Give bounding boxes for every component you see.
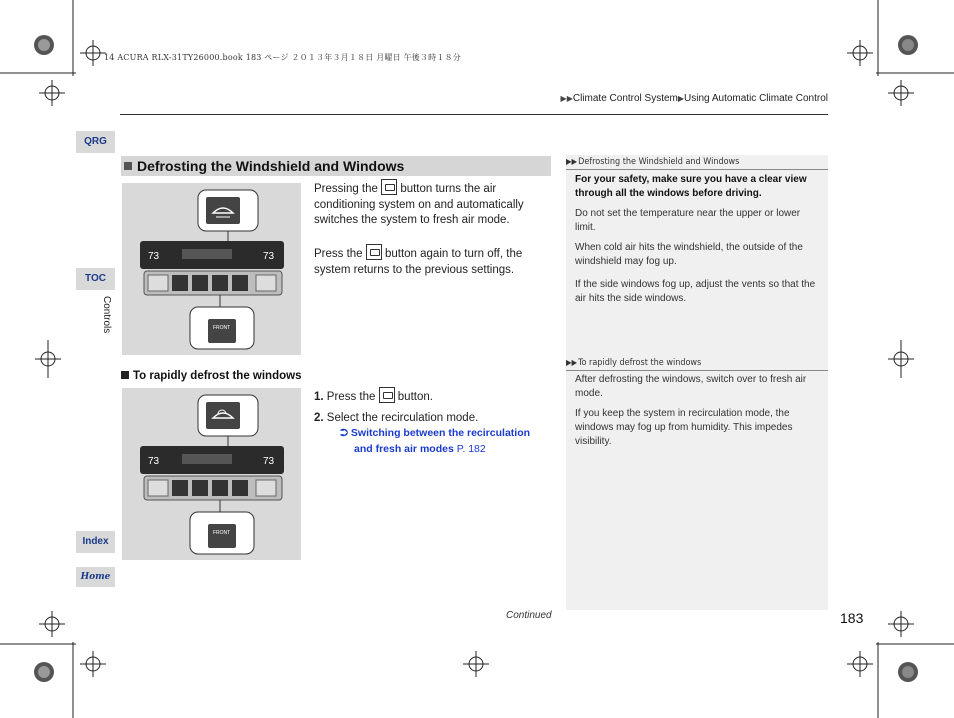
- front-button-label-2: FRONT: [213, 530, 231, 536]
- tab-index[interactable]: Index: [76, 531, 115, 553]
- continued-label: Continued: [506, 610, 552, 621]
- para2-before: Press the: [314, 248, 366, 260]
- climate-panel-drawing-2: [122, 388, 301, 560]
- xref-text-line2: and fresh air modes: [354, 443, 454, 455]
- tab-qrg[interactable]: QRG: [76, 131, 115, 153]
- step2-number: 2.: [314, 412, 324, 424]
- front-defrost-icon: [381, 179, 397, 195]
- note-2-p2: If you keep the system in recirculation mode, the windows may fog up from humidity. This impedes visibility.: [575, 408, 793, 447]
- note1-title: Defrosting the Windshield and Windows: [578, 157, 740, 167]
- step-1: [314, 387, 433, 405]
- front-defrost-icon: [379, 387, 395, 403]
- note2-title: To rapidly defrost the windows: [578, 358, 702, 368]
- section-title: Defrosting the Windshield and Windows: [137, 158, 405, 174]
- note-1-p2: When cold air hits the windshield, the outside of the windshield may fog up.: [575, 242, 803, 267]
- breadcrumb-item-climate[interactable]: Climate Control System: [572, 93, 678, 104]
- home-label: Home: [80, 572, 111, 582]
- subsection-square-icon: [121, 371, 129, 379]
- xref-text-line1: Switching between the recirculation: [350, 427, 531, 439]
- page-number: 183: [840, 610, 864, 626]
- section-heading: [121, 156, 551, 176]
- front-defrost-icon: [366, 244, 382, 260]
- chapter-label: Controls: [101, 296, 112, 334]
- para2-after: button again to turn off, the system returns to the previous settings.: [314, 248, 523, 276]
- note-1-warning: For your safety, make sure you have a clear view through all the windows before driving.: [575, 174, 807, 199]
- xref-page: P. 182: [456, 443, 486, 455]
- step1-number: 1.: [314, 391, 324, 403]
- note-1-heading: [566, 155, 828, 170]
- breadcrumb: [561, 93, 828, 104]
- temp-left-1: 73: [148, 251, 160, 262]
- xref-arrow-icon: ⮊: [340, 427, 348, 439]
- note-icon: ▶▶: [566, 358, 578, 367]
- climate-panel-drawing-1: [122, 183, 301, 355]
- temp-left-2: 73: [148, 456, 160, 467]
- para1-after: button turns the air conditioning system on and automatically switches the system to fresh air mode.: [314, 183, 524, 226]
- note-2-heading: [566, 356, 828, 371]
- section-paragraph-2: [314, 244, 544, 278]
- tab-toc[interactable]: TOC: [76, 268, 115, 290]
- note-2-p1: After defrosting the windows, switch over to fresh air mode.: [575, 374, 807, 399]
- section-square-icon: [124, 162, 132, 170]
- breadcrumb-arrows: ▶▶: [560, 94, 573, 103]
- header-rule: [120, 114, 828, 115]
- front-button-label-1: FRONT: [213, 325, 231, 331]
- climate-panel-illustration-2: [122, 388, 301, 560]
- section-paragraph-1: [314, 179, 544, 229]
- print-header: 14 ACURA RLX-31TY26000.book 183 ページ ２０１３年３月１８日 月曜日 午後３時１８分: [104, 53, 461, 62]
- para1-before: Pressing the: [314, 183, 382, 195]
- note-1-p1: Do not set the temperature near the upper or lower limit.: [575, 208, 801, 233]
- step-2: [314, 410, 478, 426]
- temp-right-2: 73: [263, 456, 275, 467]
- step1-after: button.: [394, 391, 433, 403]
- cross-reference-link[interactable]: [340, 425, 550, 457]
- note-1-p3: If the side windows fog up, adjust the vents so that the air hits the side windows.: [575, 279, 816, 304]
- subsection-heading: [121, 370, 301, 382]
- step2-text: Select the recirculation mode.: [326, 412, 479, 424]
- temp-right-1: 73: [263, 251, 275, 262]
- breadcrumb-separator: ▶: [677, 94, 685, 103]
- tab-home[interactable]: [76, 567, 115, 587]
- breadcrumb-item-auto-climate[interactable]: Using Automatic Climate Control: [684, 93, 828, 104]
- climate-panel-illustration-1: [122, 183, 301, 355]
- note-icon: ▶▶: [566, 157, 578, 166]
- subsection-title: To rapidly defrost the windows: [133, 370, 302, 382]
- step1-before: Press the: [326, 391, 379, 403]
